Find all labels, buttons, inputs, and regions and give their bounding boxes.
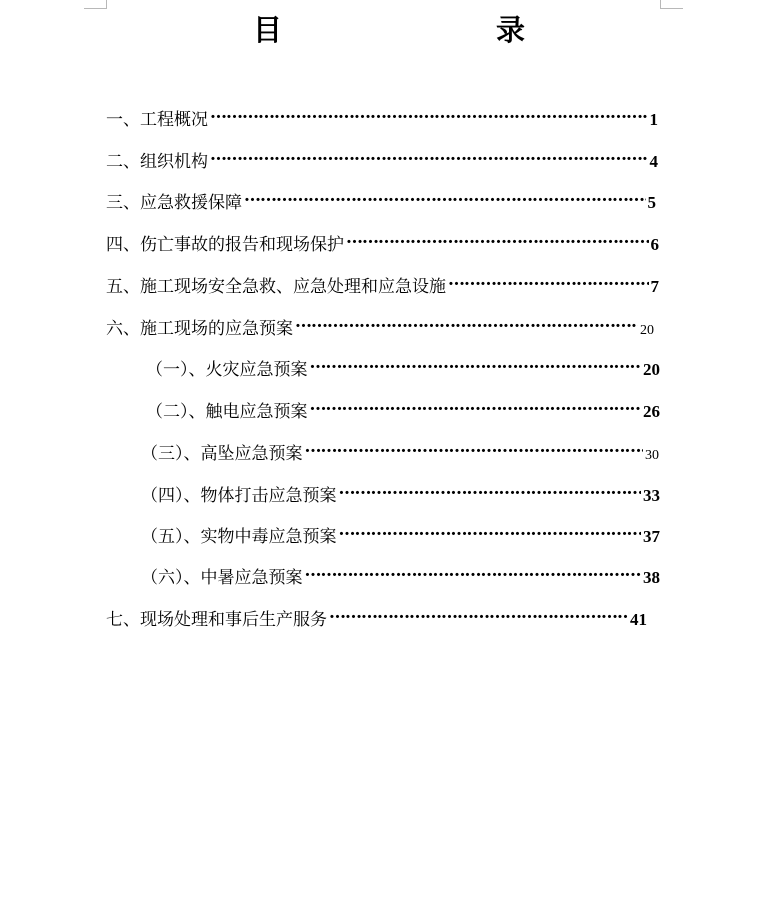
- toc-entry-page: 6: [650, 235, 659, 254]
- toc-entry-label: （三）、高坠应急预案: [141, 444, 303, 464]
- crop-mark-top-left: [84, 0, 107, 9]
- toc-entry-5[interactable]: [106, 268, 659, 297]
- toc-entry-label: （六）、中暑应急预案: [141, 568, 303, 588]
- toc-leader-dots: [310, 393, 642, 417]
- toc-leader-dots: [244, 184, 646, 208]
- toc-entry-2[interactable]: [106, 143, 658, 172]
- toc-leader-dots: [346, 226, 649, 250]
- toc-entry-label: 一、工程概况: [106, 110, 208, 130]
- toc-entry-label: （五）、实物中毒应急预案: [141, 527, 337, 547]
- toc-entry-page: 37: [643, 527, 660, 546]
- crop-mark-top-right: [660, 0, 683, 9]
- toc-leader-dots: [339, 518, 642, 542]
- toc-leader-dots: [305, 559, 642, 583]
- toc-entry-page: 20: [640, 323, 654, 338]
- toc-entry-1[interactable]: [106, 101, 658, 130]
- toc-entry-3[interactable]: [106, 184, 656, 213]
- toc-title: 目 录: [252, 13, 577, 47]
- toc-entry-7[interactable]: [146, 351, 660, 380]
- toc-entry-page: 33: [643, 486, 660, 505]
- toc-entry-label: 六、施工现场的应急预案: [106, 319, 293, 339]
- toc-leader-dots: [210, 101, 648, 125]
- toc-entry-9[interactable]: [141, 435, 659, 464]
- toc-leader-dots: [305, 435, 644, 459]
- toc-entry-label: 三、应急救援保障: [106, 193, 242, 213]
- toc-leader-dots: [310, 351, 642, 375]
- toc-entry-page: 20: [643, 360, 660, 379]
- toc-entry-label: （二）、触电应急预案: [146, 402, 308, 422]
- toc-entry-4[interactable]: [106, 226, 659, 255]
- toc-entry-page: 4: [649, 152, 658, 171]
- toc-entry-page: 38: [643, 568, 660, 587]
- toc-entry-label: 七、现场处理和事后生产服务: [106, 610, 327, 630]
- toc-entry-label: 四、伤亡事故的报告和现场保护: [106, 235, 344, 255]
- toc-entry-page: 30: [645, 448, 659, 463]
- toc-leader-dots: [295, 310, 638, 334]
- toc-leader-dots: [329, 601, 628, 625]
- toc-entry-label: 五、施工现场安全急救、应急处理和应急设施: [106, 277, 446, 297]
- toc-entry-6[interactable]: [106, 310, 654, 339]
- toc-entry-12[interactable]: [141, 559, 660, 588]
- toc-entry-page: 26: [643, 402, 660, 421]
- toc-entry-10[interactable]: [141, 477, 660, 506]
- toc-entry-label: （一）、火灾应急预案: [146, 360, 308, 380]
- toc-entry-page: 7: [650, 277, 659, 296]
- toc-entry-label: （四）、物体打击应急预案: [141, 486, 337, 506]
- toc-entry-page: 41: [630, 610, 647, 629]
- toc-entry-label: 二、组织机构: [106, 152, 208, 172]
- toc-entry-page: 1: [649, 110, 658, 129]
- toc-leader-dots: [339, 477, 642, 501]
- toc-entry-page: 5: [647, 193, 656, 212]
- toc-entry-8[interactable]: [146, 393, 660, 422]
- toc-entry-11[interactable]: [141, 518, 660, 547]
- toc-leader-dots: [210, 143, 648, 167]
- toc-entry-13[interactable]: [106, 601, 647, 630]
- toc-leader-dots: [448, 268, 649, 292]
